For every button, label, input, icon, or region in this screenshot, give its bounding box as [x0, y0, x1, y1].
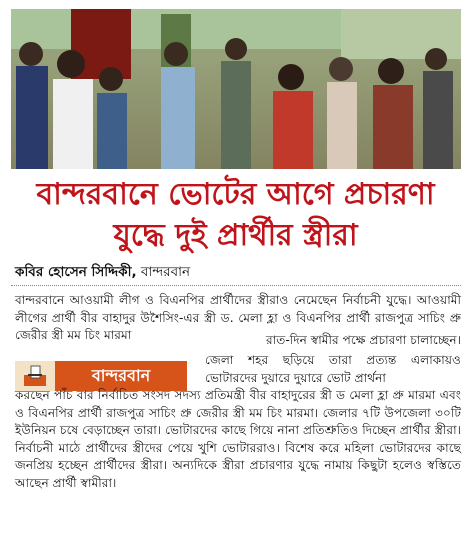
- article-paragraph-1: বান্দরবানে আওয়ামী লীগ ও বিএনপির প্রার্থীদের স্ত্রীরাও নেমেছেন নির্বাচনী যুদ্ধে। আওয়ামী লীগের প্রার্থী বীর বাহাদুর উশৈসিং-এর স্ত্রী ড. মেলা হ্লা ও বিএনপির প্রার্থী রাজপুত্র সাচিং প্রু জেরীর স্ত্রী মম চিং মারমা: [15, 293, 461, 343]
- article-paragraph-2: রাত-দিন স্বামীর পক্ষে প্রচারণা চালাচ্ছেন।: [265, 333, 461, 347]
- byline-divider: [11, 285, 461, 286]
- article-paragraph-3: জেলা শহর ছড়িয়ে তারা প্রত্যন্ত এলাকায়ও ভোটারদের দুয়ারে দুয়ারে ভোট প্রার্থনা: [205, 353, 461, 385]
- headline-line-1: বান্দরবানে ভোটের আগে প্রচারণা: [36, 177, 435, 212]
- campaign-photo: [11, 9, 461, 169]
- article-paragraph-4: করছেন পাঁচ বার নির্বাচিত সংসদ সদস্য প্রতিমন্ত্রী বীর বাহাদুরের স্ত্রী ড মেলা হ্লা প্রু মারমা এবং ও বিএনপির প্রার্থী রাজপুত্র সাচিং প্রু জেরীর স্ত্রী মম চিং মারমা। জেলার ৭টি উপজেলা ৩০টি ইউনিয়ন চষে বেড়াচ্ছেন তারা। ভোটারদের কাছে গিয়ে নানা প্রতিশ্রুতিও দিচ্ছেন প্রার্থীর স্ত্রীরা। নির্বাচনী মাঠে প্রার্থীদের স্ত্রীদের পেয়ে খুশি ভোটাররাও। বিশেষ করে মহিলা ভোটারদের কাছে জনপ্রিয় হচ্ছেন প্রার্থীদের স্ত্রীরা। অন্যদিকে স্ত্রীরা প্রচারণার যুদ্ধে নামায় কিছুটা হলেও স্বস্তিতে আছেন প্রার্থী স্বামীরা।: [15, 388, 461, 490]
- dateline-location: বান্দরবান: [136, 264, 191, 280]
- section-tag-label: বান্দরবান: [91, 365, 151, 385]
- headline-line-2: যুদ্ধে দুই প্রার্থীর স্ত্রীরা: [113, 218, 358, 253]
- author-name: কবির হোসেন সিদ্দিকী,: [15, 264, 137, 280]
- byline: [15, 262, 190, 282]
